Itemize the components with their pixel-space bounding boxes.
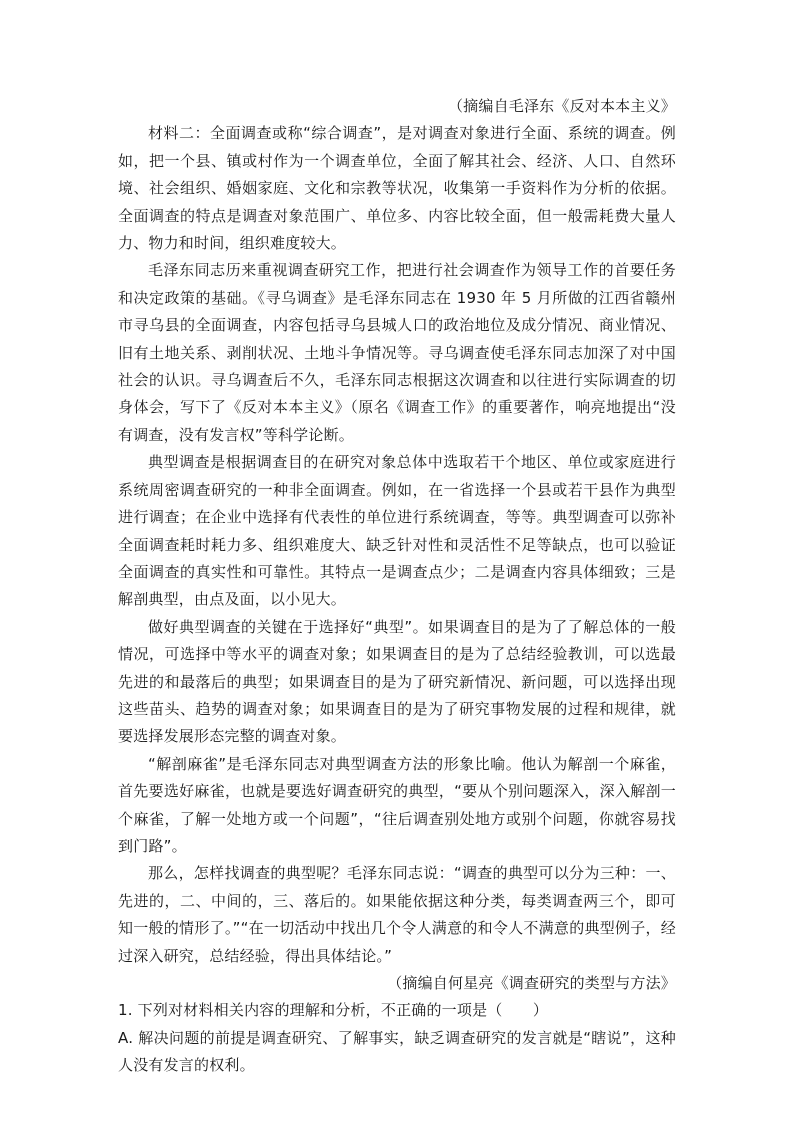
question-1: 1. 下列对材料相关内容的理解和分析，不正确的一项是（ ） bbox=[118, 1001, 549, 1020]
document-body bbox=[118, 93, 676, 1080]
question-1-option-a: A. 解决问题的前提是调查研究、了解事实，缺乏调查研究的发言就是“瞎说”，这种人没有发言的权利。 bbox=[118, 1028, 676, 1075]
paragraph-material-two: 材料二：全面调查或称“综合调查”，是对调查对象进行全面、系统的调查。例如，把一个县、镇或村作为一个调查单位，全面了解其社会、经济、人口、自然环境、社会组织、婚姻家庭、文化和宗教等状况，收集第一手资料作为分析的依据。全面调查的特点是调查对象范围广、单位多、内容比较全面，但一般需耗费大量人力、物力和时间，组织难度较大。 bbox=[118, 124, 676, 253]
source-citation-1: （摘编自毛泽东《反对本本主义》 bbox=[447, 97, 676, 115]
paragraph-choosing-typical: 做好典型调查的关键在于选择好“典型”。如果调查目的是为了了解总体的一般情况，可选择中等水平的调查对象；如果调查目的是为了总结经验教训，可以选最先进的和最落后的典型；如果调查目的是为了研究新情况、新问题，可以选择出现这些苗头、趋势的调查对象；如果调查目的是为了研究事物发展的过程和规律，就要选择发展形态完整的调查对象。 bbox=[118, 617, 676, 746]
paragraph-typical-survey: 典型调查是根据调查目的在研究对象总体中选取若干个地区、单位或家庭进行系统周密调查研究的一种非全面调查。例如，在一省选择一个县或若干县作为典型进行调查；在企业中选择有代表性的单位进行系统调查，等等。典型调查可以弥补全面调查耗时耗力多、组织难度大、缺乏针对性和灵活性不足等缺点，也可以验证全面调查的真实性和可靠性。其特点一是调查点少；二是调查内容具体细致；三是解剖典型，由点及面，以小见大。 bbox=[118, 453, 676, 609]
paragraph-find-typical: 那么，怎样找调查的典型呢？毛泽东同志说：“调查的典型可以分为三种：一、先进的，二、中间的，三、落后的。如果能依据这种分类，每类调查两三个，即可知一般的情形了。”“在一切活动中找出几个令人满意的和令人不满意的典型例子，经过深入研究，总结经验，得出具体结论。” bbox=[118, 864, 676, 965]
paragraph-dissect-sparrow: “解剖麻雀”是毛泽东同志对典型调查方法的形象比喻。他认为解剖一个麻雀，首先要选好麻雀，也就是要选好调查研究的典型，“要从个别问题深入，深入解剖一个麻雀，了解一处地方或一个问题”，“往后调查别处地方或别个问题，你就容易找到门路”。 bbox=[118, 754, 676, 855]
source-citation-2: （摘编自何星亮《调查研究的类型与方法》 bbox=[387, 974, 676, 992]
paragraph-xunwu-survey: 毛泽东同志历来重视调查研究工作，把进行社会调查作为领导工作的首要任务和决定政策的基础。《寻乌调查》是毛泽东同志在 1930 年 5 月所做的江西省赣州市寻乌县的全面调查，内容包括寻乌县城人口的政治地位及成分情况、商业情况、旧有土地关系、剥削状况、土地斗争情况等。寻乌调查使毛泽东同志加深了对中国社会的认识。寻乌调查后不久，毛泽东同志根据这次调查和以往进行实际调查的切身体会，写下了《反对本本主义》（原名《调查工作》的重要著作，响亮地提出“没有调查，没有发言权”等科学论断。 bbox=[118, 261, 676, 444]
